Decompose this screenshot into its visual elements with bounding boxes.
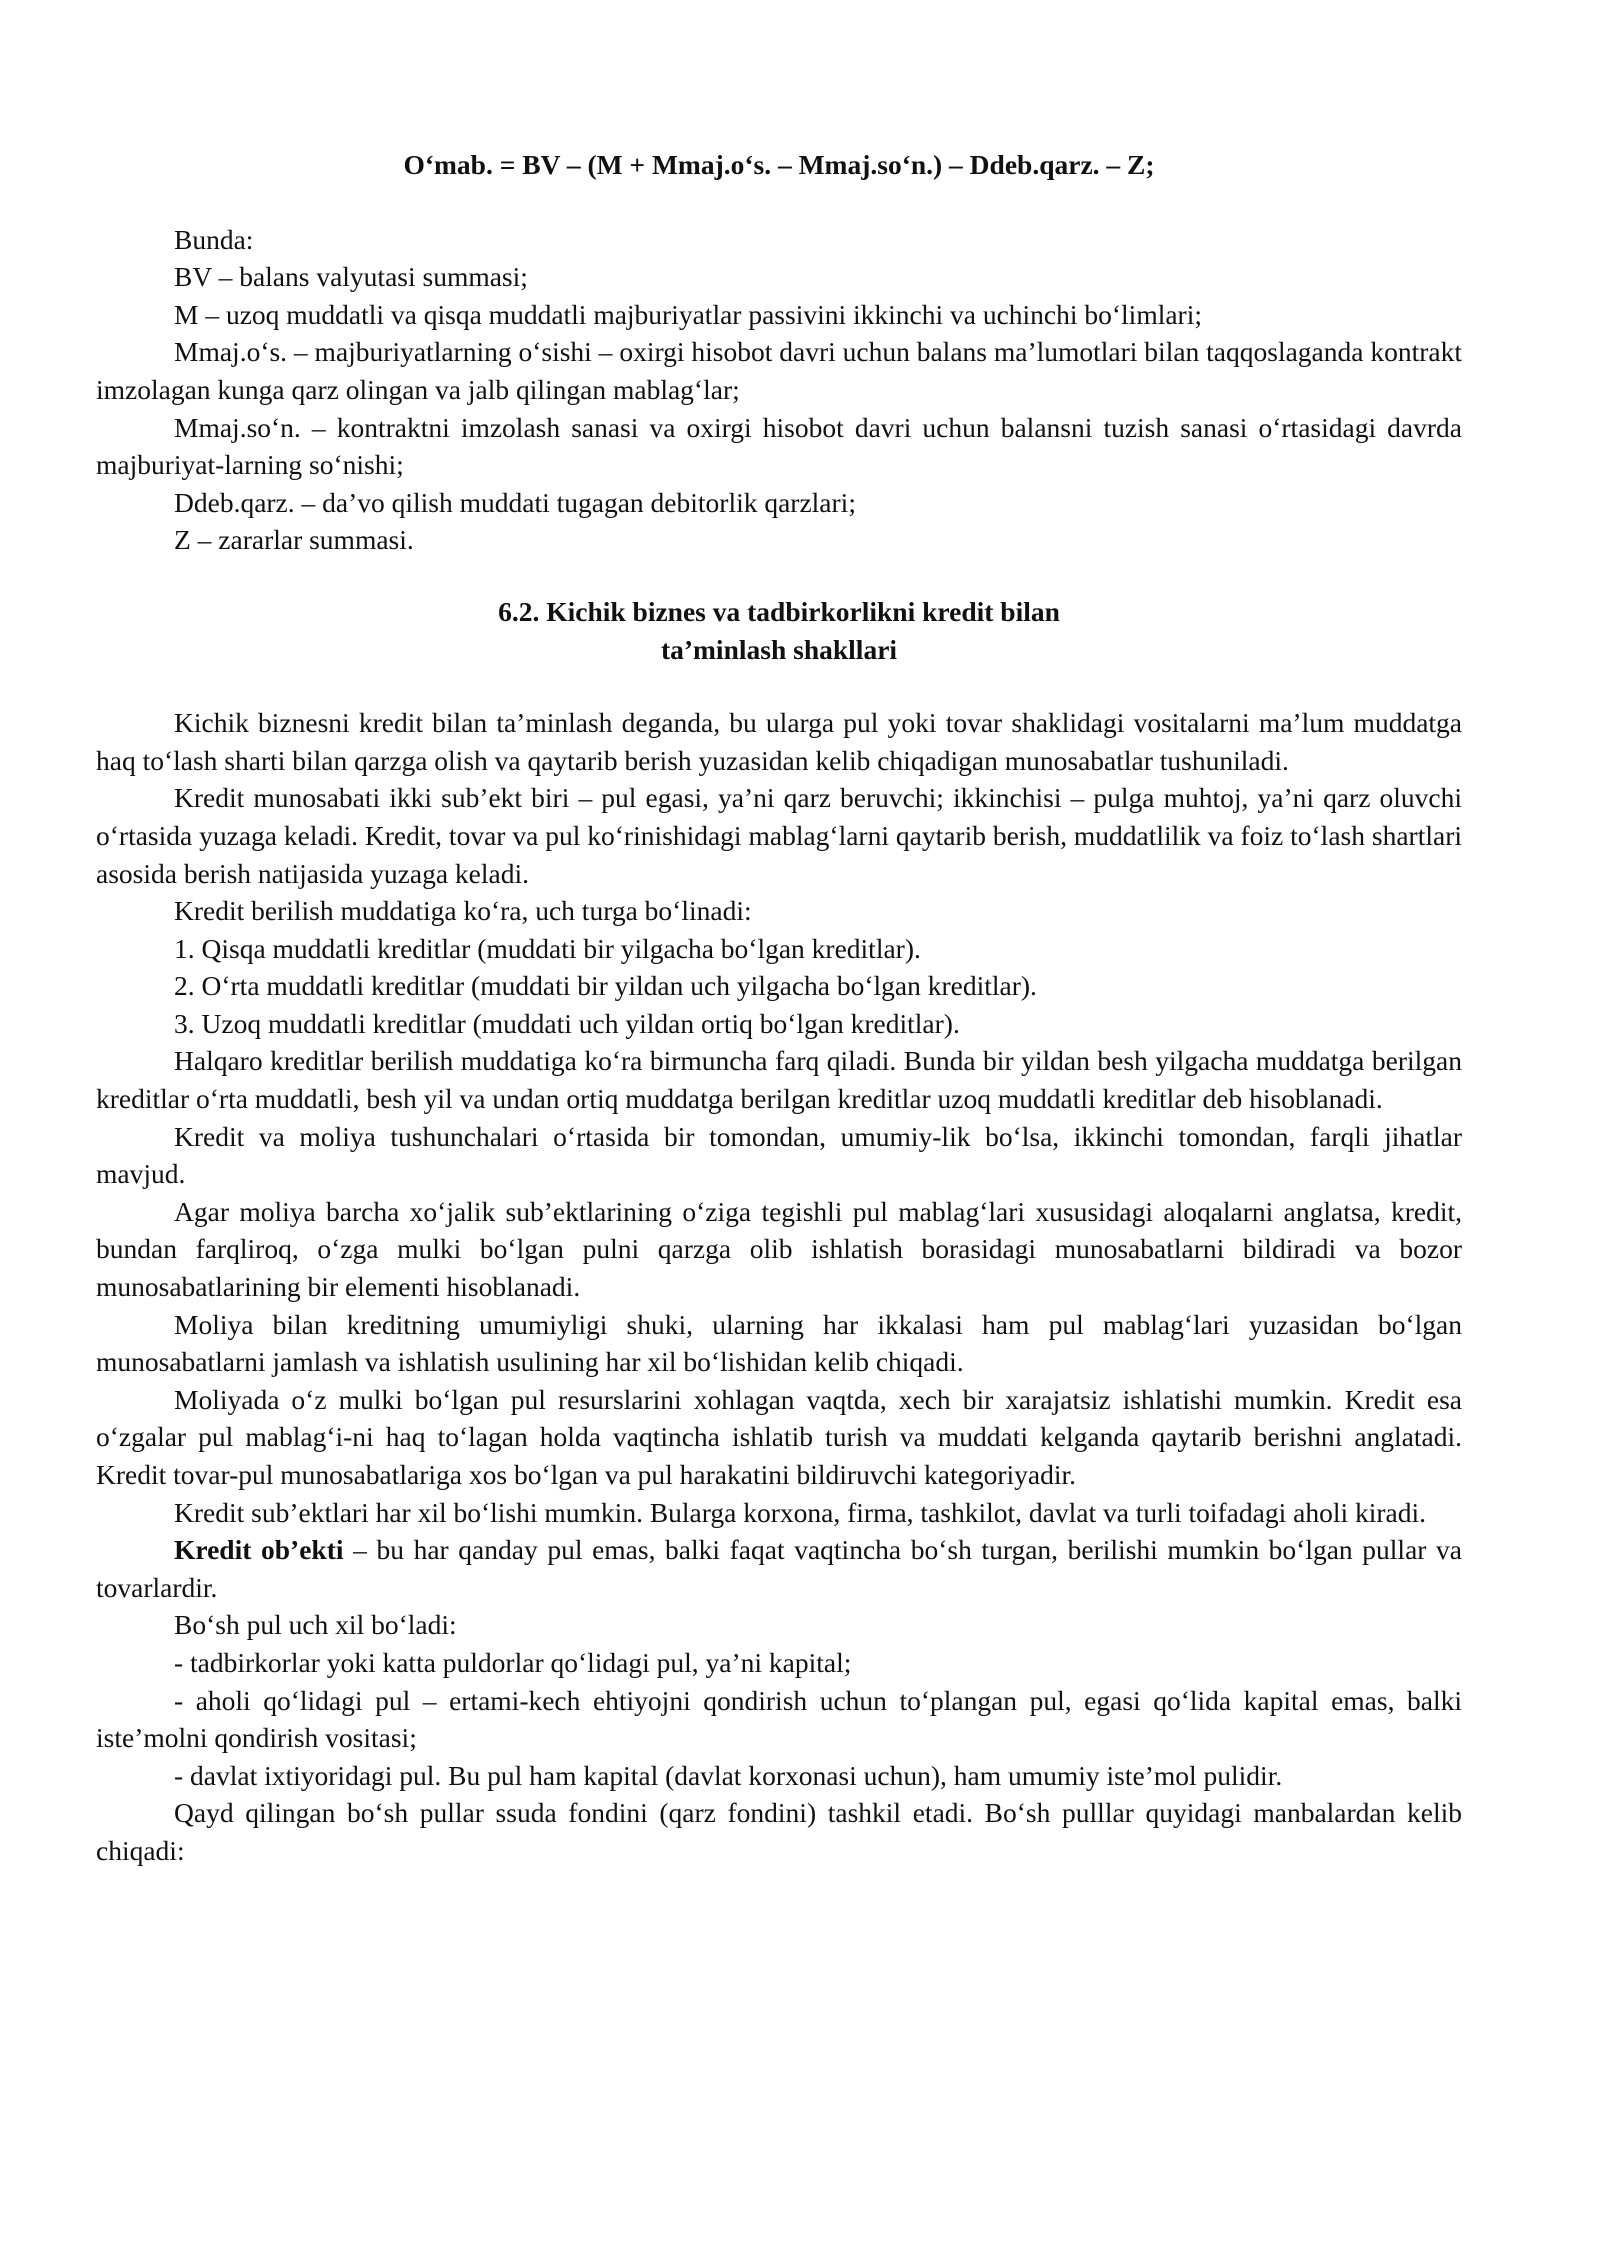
list-item: 3. Uzoq muddatli kreditlar (muddati uch yildan ortiq bo‘lgan kreditlar). <box>174 1007 960 1039</box>
legend-line: Z – zararlar summasi. <box>174 524 414 556</box>
paragraph: Kredit sub’ektlari har xil bo‘lishi mumkin. Bularga korxona, firma, tashkilot, davlat va turli toifadagi aholi kiradi. <box>174 1496 1426 1528</box>
paragraph: Qayd qilingan bo‘sh pullar ssuda fondini (qarz fondini) tashkil etadi. Bo‘sh pulllar quyidagi manbalardan kelib chiqadi: <box>96 1797 1462 1866</box>
document-page <box>96 146 1462 1870</box>
list-item: - aholi qo‘lidagi pul – ertami-kech ehtiyojni qondirish uchun to‘plangan pul, egasi qo‘lida kapital emas, balki iste’molni qondirish vositasi; <box>96 1684 1462 1754</box>
credit-object-term: Kredit ob’ekti <box>174 1534 344 1566</box>
list-item: 1. Qisqa muddatli kreditlar (muddati bir yilgacha bo‘lgan kreditlar). <box>174 932 921 964</box>
section-heading <box>96 593 1462 668</box>
formula: O‘mab. = BV – (M + Mmaj.o‘s. – Mmaj.so‘n.) – Ddeb.qarz. – Z; <box>403 149 1155 180</box>
paragraph: Kredit berilish muddatiga ko‘ra, uch turga bo‘linadi: <box>174 895 752 927</box>
section-title-line2: ta’minlash shakllari <box>660 633 898 665</box>
paragraph: Kichik biznesni kredit bilan ta’minlash deganda, bu ularga pul yoki tovar shaklidagi vositalarni ma’lum muddatga haq to‘lash sharti bilan qarzga olish va qaytarib berish yuzasidan kelib chiqadigan munosabatlar tushuniladi. <box>96 707 1462 776</box>
legend-line: M – uzoq muddatli va qisqa muddatli majburiyatlar passivini ikkinchi va uchinchi bo‘limlari; <box>174 298 1203 330</box>
legend-line: Mmaj.so‘n. – kontraktni imzolash sanasi va oxirgi hisobot davri uchun balansni tuzish sanasi o‘rtasidagi davrda majburiyat-larning so‘nishi; <box>96 411 1462 481</box>
paragraph: Halqaro kreditlar berilish muddatiga ko‘ra birmuncha farq qiladi. Bunda bir yildan besh yilgacha muddatga berilgan kreditlar o‘rta muddatli, besh yil va undan ortiq muddatga berilgan kreditlar uzoq muddatli kreditlar deb hisoblanadi. <box>96 1045 1462 1115</box>
paragraph-credit-object <box>96 1531 1462 1606</box>
paragraph: Bo‘sh pul uch xil bo‘ladi: <box>174 1609 457 1641</box>
formula-legend <box>96 221 1462 559</box>
list-item: - davlat ixtiyoridagi pul. Bu pul ham kapital (davlat korxonasi uchun), ham umumiy iste’mol pulidir. <box>174 1759 1283 1791</box>
paragraph: Moliyada o‘z mulki bo‘lgan pul resurslarini xohlagan vaqtda, xech bir xarajatsiz ishlatishi mumkin. Kredit esa o‘zgalar pul mablag‘i-ni haq to‘lagan holda vaqtincha ishlatib turish va muddati kelganda qaytarib berishni anglatadi. Kredit tovar-pul munosabatlariga xos bo‘lgan va pul harakatini bildiruvchi kategoriyadir. <box>96 1383 1462 1490</box>
legend-line: Bunda: <box>174 223 254 255</box>
list-item: - tadbirkorlar yoki katta puldorlar qo‘lidagi pul, ya’ni kapital; <box>174 1646 852 1678</box>
list-item: 2. O‘rta muddatli kreditlar (muddati bir yildan uch yilgacha bo‘lgan kreditlar). <box>174 970 1037 1002</box>
credit-object-definition: – bu har qanday pul emas, balki faqat vaqtincha bo‘sh turgan, berilishi mumkin bo‘lgan pullar va tovarlardir. <box>96 1534 1462 1603</box>
legend-line: BV – balans valyutasi summasi; <box>174 261 528 293</box>
paragraph: Kredit munosabati ikki sub’ekt biri – pul egasi, ya’ni qarz beruvchi; ikkinchisi – pulga muhtoj, ya’ni qarz oluvchi o‘rtasida yuzaga keladi. Kredit, tovar va pul ko‘rinishidagi mablag‘larni qaytarib berish, muddatlilik va foiz to‘lash shartlari asosida berish natijasida yuzaga keladi. <box>96 782 1462 889</box>
paragraph: Agar moliya barcha xo‘jalik sub’ektlarining o‘ziga tegishli pul mablag‘lari xususidagi aloqalarni anglatsa, kredit, bundan farqliroq, o‘zga mulki bo‘lgan pulni qarzga olib ishlatish borasidagi munosabatlarni bildiradi va bozor munosabatlarining bir elementi hisoblanadi. <box>96 1195 1462 1303</box>
legend-line: Ddeb.qarz. – da’vo qilish muddati tugagan debitorlik qarzlari; <box>174 486 856 518</box>
section-body <box>96 704 1462 1869</box>
paragraph: Moliya bilan kreditning umumiyligi shuki, ularning har ikkalasi ham pul mablag‘lari yuzasidan bo‘lgan munosabatlarni jamlash va ishlatish usulining har xil bo‘lishidan kelib chiqadi. <box>96 1308 1462 1378</box>
section-title-line1: 6.2. Kichik biznes va tadbirkorlikni kredit bilan <box>498 595 1060 627</box>
legend-line: Mmaj.o‘s. – majburiyatlarning o‘sishi – oxirgi hisobot davri uchun balans ma’lumotlari bilan taqqoslaganda kontrakt imzolagan kunga qarz olingan va jalb qilingan mablag‘lar; <box>96 336 1462 405</box>
paragraph: Kredit va moliya tushunchalari o‘rtasida bir tomondan, umumiy-lik bo‘lsa, ikkinchi tomondan, farqli jihatlar mavjud. <box>96 1120 1462 1190</box>
